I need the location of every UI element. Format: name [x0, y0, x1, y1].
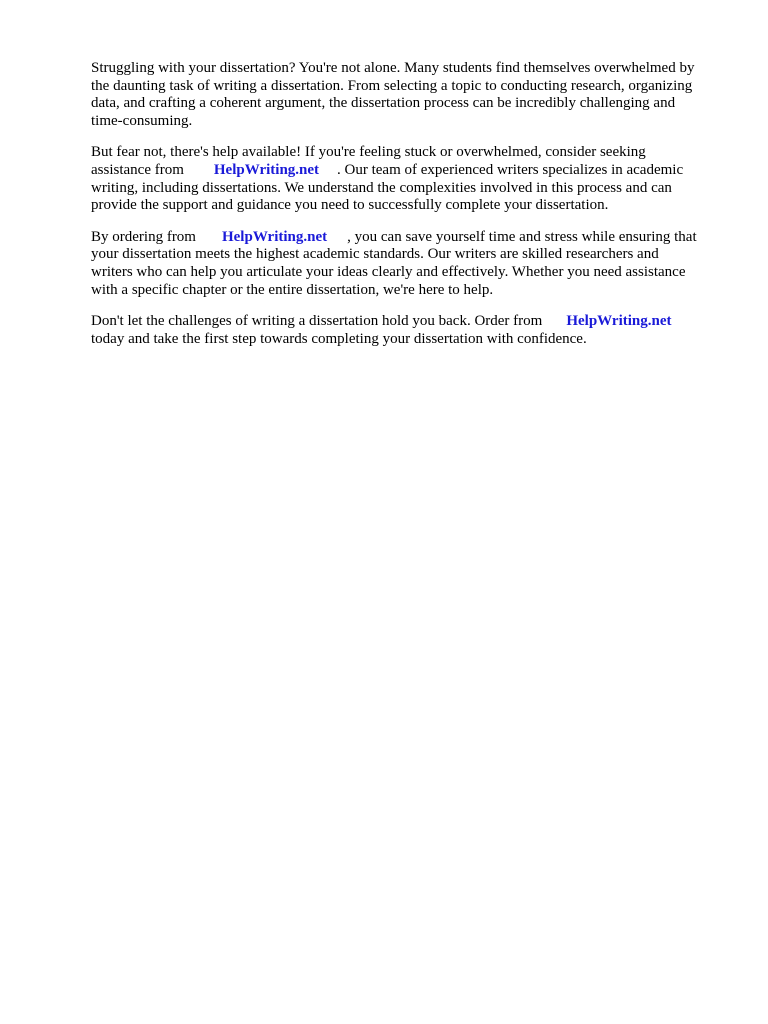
paragraph-call-to-action: [91, 313, 731, 348]
text-segment: assistance from: [91, 161, 184, 178]
text-line: time-consuming.: [91, 112, 193, 129]
text-line: the daunting task of writing a dissertation. From selecting a topic to conducting research, organizing: [91, 77, 693, 94]
text-segment: . Our team of experienced writers specializes in academic: [337, 161, 684, 178]
text-line-with-link: [91, 313, 731, 331]
text-segment: Don't let the challenges of writing a dissertation hold you back. Order from: [91, 313, 543, 330]
text-line: provide the support and guidance you need to successfully complete your dissertation.: [91, 197, 609, 214]
helpwriting-link[interactable]: HelpWriting.net: [566, 313, 672, 330]
text-line-with-link: [91, 229, 731, 247]
text-line: But fear not, there's help available! If you're feeling stuck or overwhelmed, consider seeking: [91, 144, 646, 161]
text-segment: By ordering from: [91, 228, 196, 245]
text-line: with a specific chapter or the entire dissertation, we're here to help.: [91, 281, 494, 298]
document-body: [91, 60, 731, 362]
text-line: Struggling with your dissertation? You're not alone. Many students find themselves overwhelmed by: [91, 60, 695, 76]
text-line: your dissertation meets the highest academic standards. Our writers are skilled researchers and: [91, 246, 659, 263]
text-line: writing, including dissertations. We understand the complexities involved in this process and can: [91, 179, 672, 196]
paragraph-ordering: [91, 229, 731, 299]
text-line-with-link: [91, 162, 731, 180]
paragraph-intro: [91, 60, 731, 130]
text-line: writers who can help you articulate your ideas clearly and effectively. Whether you need assistance: [91, 263, 686, 280]
text-segment: , you can save yourself time and stress while ensuring that: [347, 228, 697, 245]
text-line: data, and crafting a coherent argument, the dissertation process can be incredibly challenging and: [91, 95, 676, 112]
helpwriting-link[interactable]: HelpWriting.net: [221, 228, 328, 245]
text-line: today and take the first step towards completing your dissertation with confidence.: [91, 330, 587, 347]
helpwriting-link[interactable]: HelpWriting.net: [213, 161, 320, 178]
paragraph-help-available: [91, 144, 731, 214]
